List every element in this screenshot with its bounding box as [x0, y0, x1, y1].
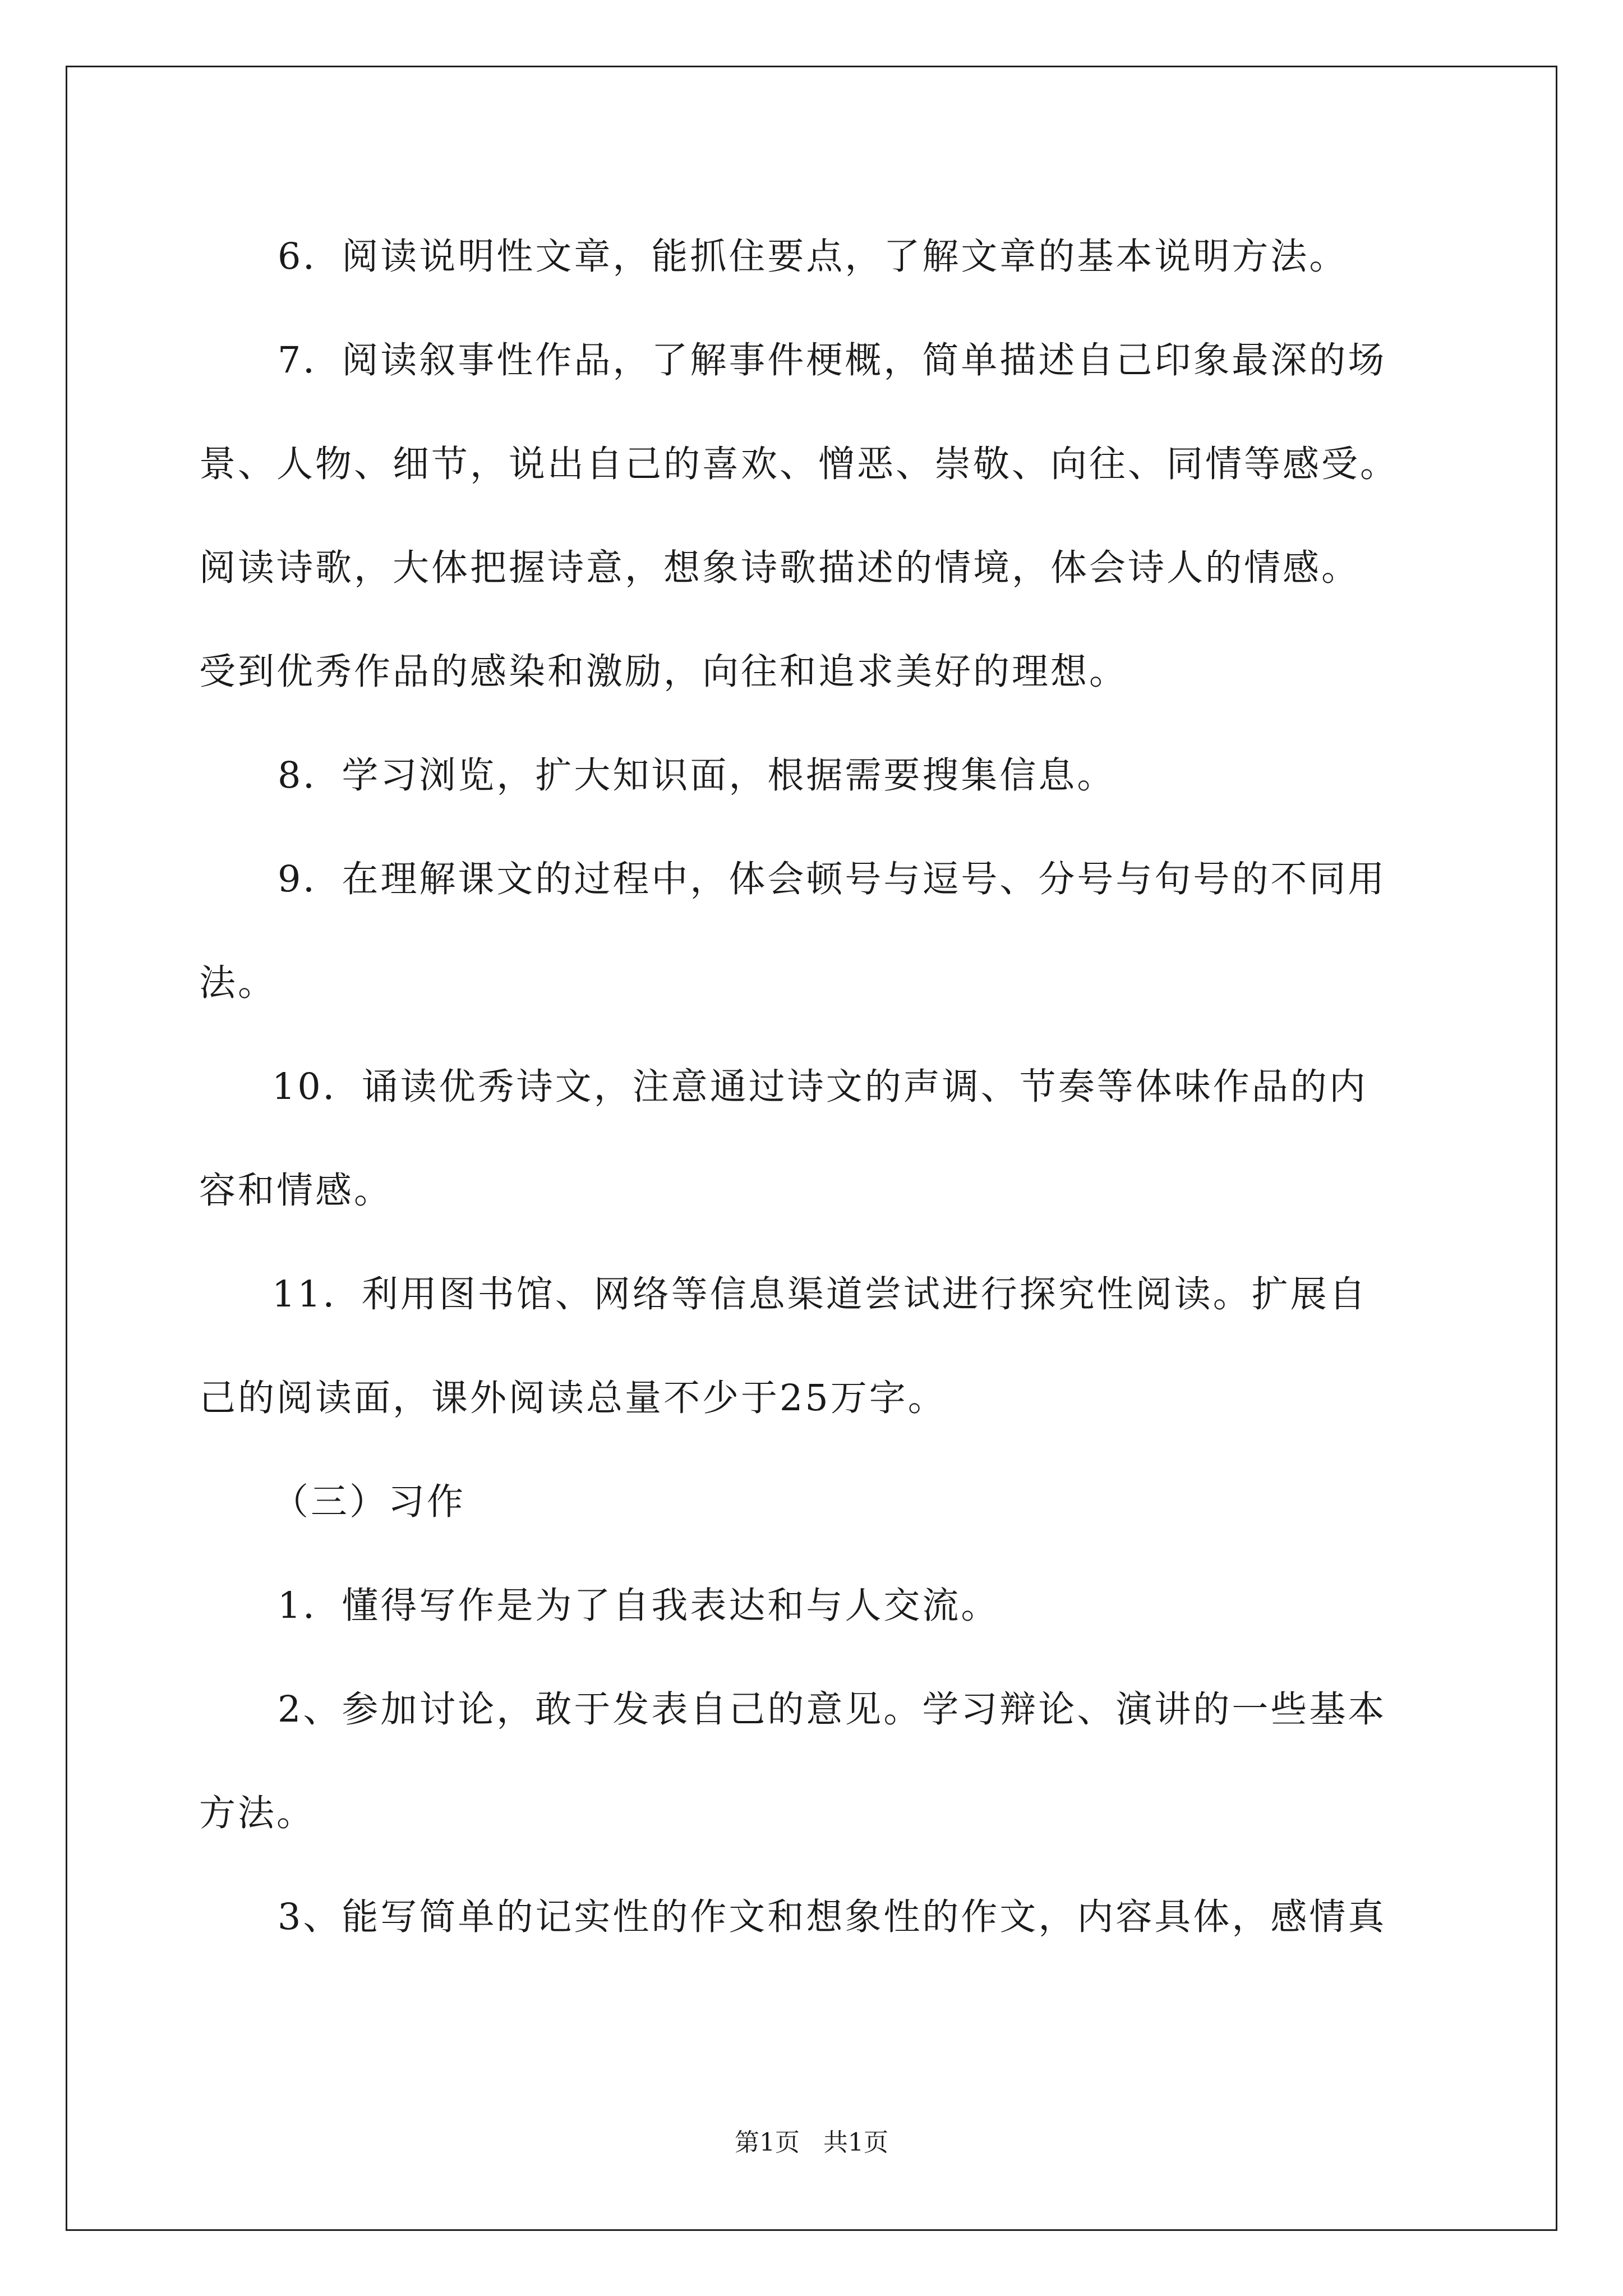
section-heading: （三）习作: [272, 1481, 466, 1523]
page-number: 第1页 共1页: [735, 2128, 888, 2157]
text-line: 3、能写简单的记实性的作文和想象性的作文，内容具体，感情真: [278, 1896, 1387, 1938]
text-line: 己的阅读面，课外阅读总量不少于25万字。: [199, 1377, 947, 1419]
text-line: 6．阅读说明性文章，能抓住要点，了解文章的基本说明方法。: [278, 236, 1348, 278]
text-line: 方法。: [199, 1792, 316, 1834]
text-line: 容和情感。: [199, 1170, 393, 1212]
text-line: 景、人物、细节，说出自己的喜欢、憎恶、崇敬、向往、同情等感受。: [199, 443, 1399, 485]
text-line: 7．阅读叙事性作品，了解事件梗概，简单描述自己印象最深的场: [278, 339, 1387, 381]
text-line: 受到优秀作品的感染和激励，向往和追求美好的理想。: [199, 651, 1128, 693]
text-line: 11．利用图书馆、网络等信息渠道尝试进行探究性阅读。扩展自: [272, 1273, 1368, 1315]
text-line: 9．在理解课文的过程中，体会顿号与逗号、分号与句号的不同用: [278, 858, 1387, 900]
text-line: 阅读诗歌，大体把握诗意，想象诗歌描述的情境，体会诗人的情感。: [199, 547, 1361, 589]
text-line: 1．懂得写作是为了自我表达和与人交流。: [278, 1585, 1000, 1627]
text-line: 10．诵读优秀诗文，注意通过诗文的声调、节奏等体味作品的内: [272, 1066, 1368, 1108]
text-line: 2、参加讨论，敢于发表自己的意见。学习辩论、演讲的一些基本: [278, 1688, 1387, 1731]
text-line: 法。: [199, 962, 277, 1004]
text-line: 8．学习浏览，扩大知识面，根据需要搜集信息。: [278, 754, 1116, 797]
